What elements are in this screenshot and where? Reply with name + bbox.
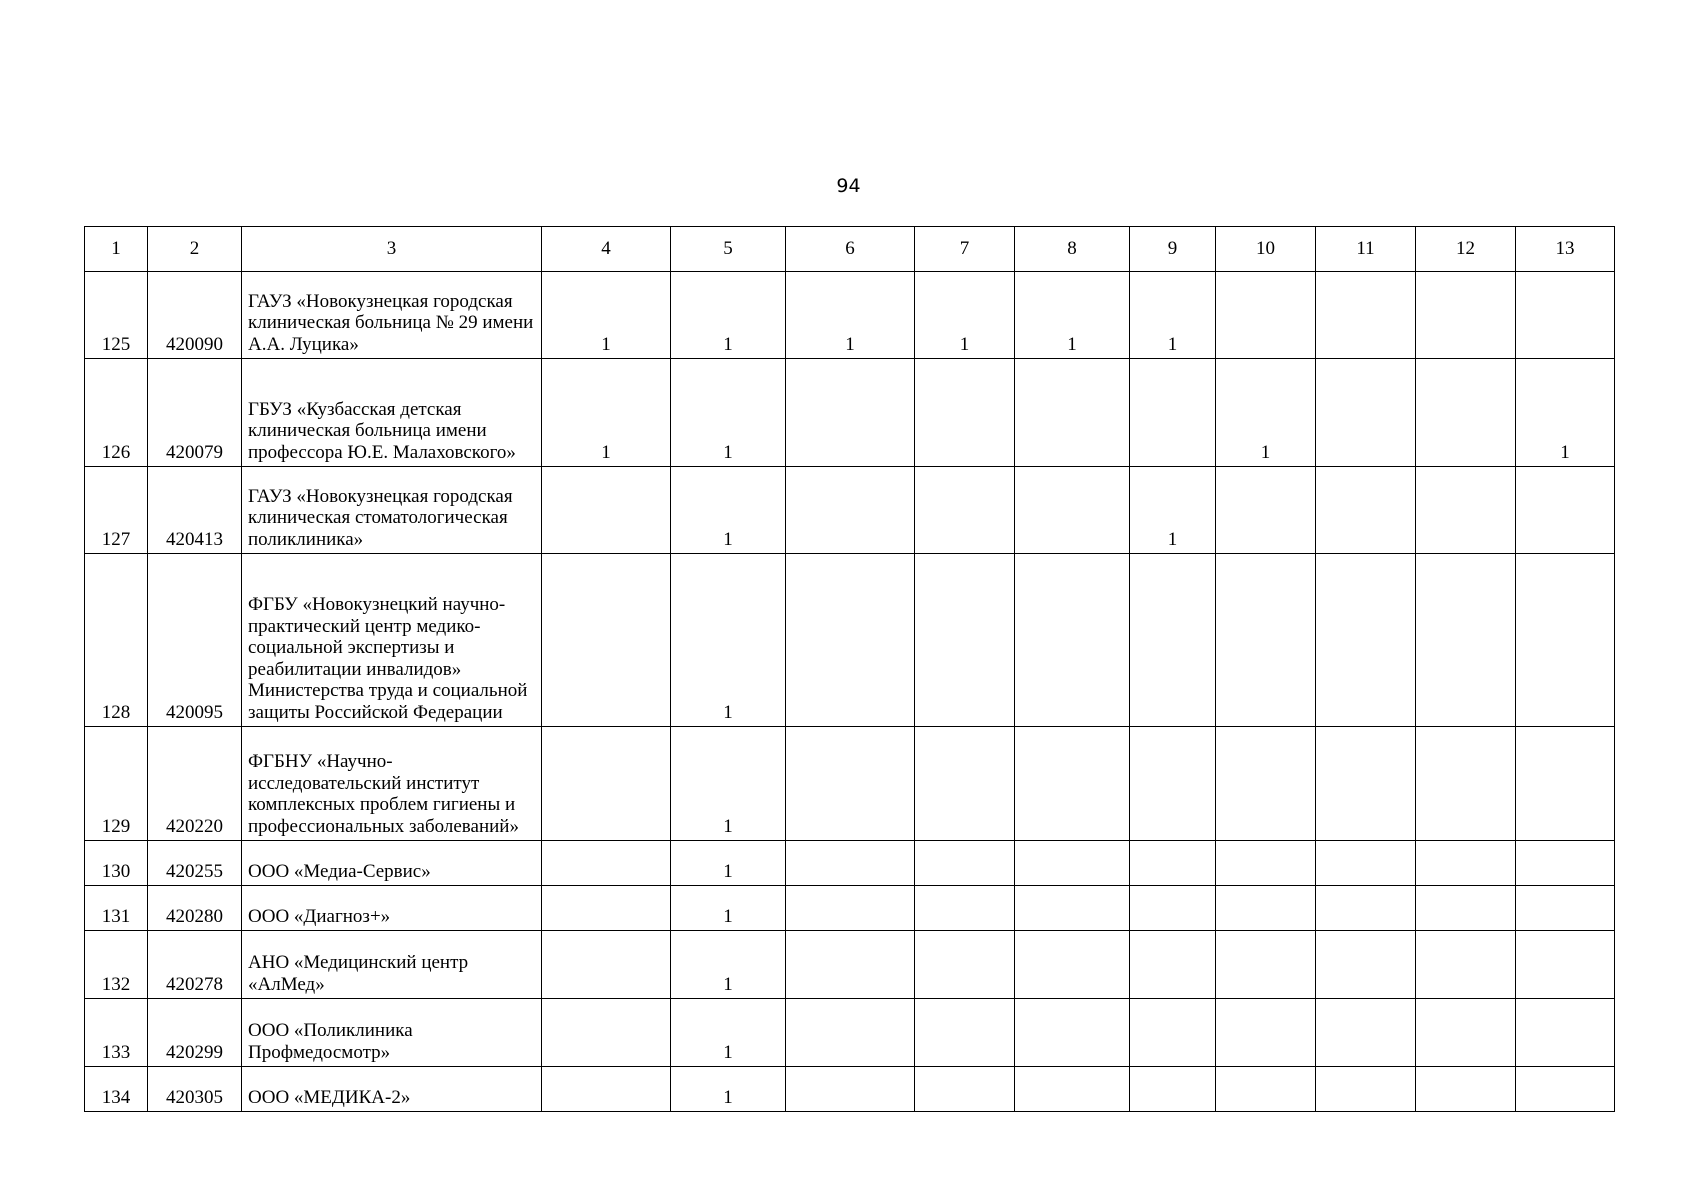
- header-cell: 3: [242, 227, 542, 272]
- value-cell: 1: [671, 841, 786, 886]
- org-code-cell: 420090: [148, 272, 242, 359]
- value-cell: [1015, 886, 1130, 931]
- value-cell: [1416, 999, 1516, 1067]
- value-cell: 1: [671, 1067, 786, 1112]
- org-name-cell: ГАУЗ «Новокузнецкая городская клиническая больница № 29 имени А.А. Луцика»: [242, 272, 542, 359]
- value-cell: [1130, 999, 1216, 1067]
- value-cell: [542, 554, 671, 727]
- value-cell: [786, 467, 915, 554]
- org-code-cell: 420305: [148, 1067, 242, 1112]
- value-cell: [915, 1067, 1015, 1112]
- value-cell: [1316, 359, 1416, 467]
- value-cell: 1: [671, 999, 786, 1067]
- header-cell: 6: [786, 227, 915, 272]
- value-cell: [1316, 467, 1416, 554]
- value-cell: 1: [1130, 467, 1216, 554]
- value-cell: 1: [671, 931, 786, 999]
- org-code-cell: 420413: [148, 467, 242, 554]
- value-cell: [1516, 886, 1615, 931]
- value-cell: 1: [671, 272, 786, 359]
- value-cell: [1015, 467, 1130, 554]
- page-number: 94: [836, 175, 861, 197]
- value-cell: 1: [1015, 272, 1130, 359]
- value-cell: [915, 841, 1015, 886]
- value-cell: [542, 841, 671, 886]
- value-cell: [1015, 359, 1130, 467]
- org-name-cell: ООО «Медиа-Сервис»: [242, 841, 542, 886]
- value-cell: [1416, 886, 1516, 931]
- value-cell: [786, 886, 915, 931]
- org-name-cell: ФГБНУ «Научно-исследовательский институт комплексных проблем гигиены и профессиональных заболеваний»: [242, 727, 542, 841]
- value-cell: [542, 727, 671, 841]
- header-cell: 1: [85, 227, 148, 272]
- value-cell: [1316, 886, 1416, 931]
- value-cell: [786, 1067, 915, 1112]
- value-cell: [1130, 359, 1216, 467]
- value-cell: [1130, 1067, 1216, 1112]
- value-cell: [1130, 554, 1216, 727]
- value-cell: [1416, 467, 1516, 554]
- row-number-cell: 127: [85, 467, 148, 554]
- value-cell: [1015, 727, 1130, 841]
- table-row: [85, 272, 1615, 359]
- value-cell: 1: [671, 467, 786, 554]
- value-cell: [786, 931, 915, 999]
- org-code-cell: 420220: [148, 727, 242, 841]
- table-row: [85, 841, 1615, 886]
- value-cell: [1416, 841, 1516, 886]
- table-row: [85, 727, 1615, 841]
- row-number-cell: 131: [85, 886, 148, 931]
- value-cell: [1216, 554, 1316, 727]
- org-name-cell: ООО «Диагноз+»: [242, 886, 542, 931]
- org-code-cell: 420079: [148, 359, 242, 467]
- value-cell: [542, 931, 671, 999]
- header-cell: 11: [1316, 227, 1416, 272]
- value-cell: [542, 999, 671, 1067]
- value-cell: [1216, 272, 1316, 359]
- value-cell: [915, 886, 1015, 931]
- value-cell: [786, 841, 915, 886]
- value-cell: [1316, 999, 1416, 1067]
- row-number-cell: 134: [85, 1067, 148, 1112]
- header-cell: 2: [148, 227, 242, 272]
- table-row: [85, 467, 1615, 554]
- org-code-cell: 420299: [148, 999, 242, 1067]
- header-cell: 4: [542, 227, 671, 272]
- value-cell: [1316, 931, 1416, 999]
- row-number-cell: 126: [85, 359, 148, 467]
- header-cell: 7: [915, 227, 1015, 272]
- value-cell: 1: [786, 272, 915, 359]
- value-cell: [1416, 272, 1516, 359]
- value-cell: 1: [671, 554, 786, 727]
- value-cell: [1516, 1067, 1615, 1112]
- table-row: [85, 886, 1615, 931]
- table-row: [85, 999, 1615, 1067]
- row-number-cell: 129: [85, 727, 148, 841]
- row-number-cell: 128: [85, 554, 148, 727]
- org-name-cell: АНО «Медицинский центр «АлМед»: [242, 931, 542, 999]
- row-number-cell: 133: [85, 999, 148, 1067]
- value-cell: [1516, 999, 1615, 1067]
- value-cell: [915, 727, 1015, 841]
- value-cell: [786, 359, 915, 467]
- row-number-cell: 130: [85, 841, 148, 886]
- value-cell: [1316, 1067, 1416, 1112]
- value-cell: [1015, 841, 1130, 886]
- value-cell: [1416, 727, 1516, 841]
- value-cell: [1130, 931, 1216, 999]
- value-cell: 1: [915, 272, 1015, 359]
- value-cell: 1: [542, 272, 671, 359]
- value-cell: [915, 359, 1015, 467]
- value-cell: [915, 554, 1015, 727]
- value-cell: [1516, 467, 1615, 554]
- org-name-cell: ГБУЗ «Кузбасская детская клиническая больница имени профессора Ю.Е. Малаховского»: [242, 359, 542, 467]
- value-cell: [1130, 841, 1216, 886]
- value-cell: [1216, 886, 1316, 931]
- row-number-cell: 125: [85, 272, 148, 359]
- org-name-cell: ФГБУ «Новокузнецкий научно-практический центр медико-социальной экспертизы и реабилитации инвалидов» Министерства труда и социальной защиты Российской Федерации: [242, 554, 542, 727]
- value-cell: [1216, 1067, 1316, 1112]
- value-cell: [542, 1067, 671, 1112]
- header-cell: 10: [1216, 227, 1316, 272]
- table-row: [85, 359, 1615, 467]
- value-cell: [1316, 272, 1416, 359]
- value-cell: 1: [1516, 359, 1615, 467]
- org-code-cell: 420280: [148, 886, 242, 931]
- data-table: [84, 226, 1615, 1112]
- header-cell: 12: [1416, 227, 1516, 272]
- table-row: [85, 554, 1615, 727]
- value-cell: [1216, 727, 1316, 841]
- value-cell: [1416, 359, 1516, 467]
- value-cell: 1: [542, 359, 671, 467]
- header-cell: 8: [1015, 227, 1130, 272]
- table-body: [85, 227, 1615, 1112]
- value-cell: 1: [1130, 272, 1216, 359]
- value-cell: 1: [671, 727, 786, 841]
- value-cell: [1316, 727, 1416, 841]
- value-cell: [1316, 554, 1416, 727]
- value-cell: 1: [1216, 359, 1316, 467]
- table-row: [85, 931, 1615, 999]
- row-number-cell: 132: [85, 931, 148, 999]
- value-cell: [786, 999, 915, 1067]
- value-cell: [1015, 1067, 1130, 1112]
- value-cell: [1216, 841, 1316, 886]
- value-cell: [1216, 467, 1316, 554]
- value-cell: [1416, 1067, 1516, 1112]
- value-cell: [1516, 931, 1615, 999]
- value-cell: [1015, 931, 1130, 999]
- value-cell: [1516, 554, 1615, 727]
- value-cell: [1015, 554, 1130, 727]
- value-cell: [1516, 272, 1615, 359]
- value-cell: [542, 467, 671, 554]
- value-cell: [786, 554, 915, 727]
- header-cell: 5: [671, 227, 786, 272]
- value-cell: [1216, 931, 1316, 999]
- value-cell: [1216, 999, 1316, 1067]
- org-code-cell: 420255: [148, 841, 242, 886]
- value-cell: [1015, 999, 1130, 1067]
- value-cell: [542, 886, 671, 931]
- value-cell: [1130, 727, 1216, 841]
- table-row: [85, 1067, 1615, 1112]
- value-cell: [1316, 841, 1416, 886]
- header-cell: 13: [1516, 227, 1615, 272]
- value-cell: [1416, 554, 1516, 727]
- org-code-cell: 420278: [148, 931, 242, 999]
- org-name-cell: ГАУЗ «Новокузнецкая городская клиническая стоматологическая поликлиника»: [242, 467, 542, 554]
- org-name-cell: ООО «Поликлиника Профмедосмотр»: [242, 999, 542, 1067]
- value-cell: [915, 467, 1015, 554]
- value-cell: [915, 999, 1015, 1067]
- org-name-cell: ООО «МЕДИКА-2»: [242, 1067, 542, 1112]
- table-header-row: [85, 227, 1615, 272]
- value-cell: [1130, 886, 1216, 931]
- org-code-cell: 420095: [148, 554, 242, 727]
- value-cell: [1516, 841, 1615, 886]
- header-cell: 9: [1130, 227, 1216, 272]
- value-cell: 1: [671, 886, 786, 931]
- value-cell: 1: [671, 359, 786, 467]
- value-cell: [1516, 727, 1615, 841]
- value-cell: [1416, 931, 1516, 999]
- value-cell: [915, 931, 1015, 999]
- value-cell: [786, 727, 915, 841]
